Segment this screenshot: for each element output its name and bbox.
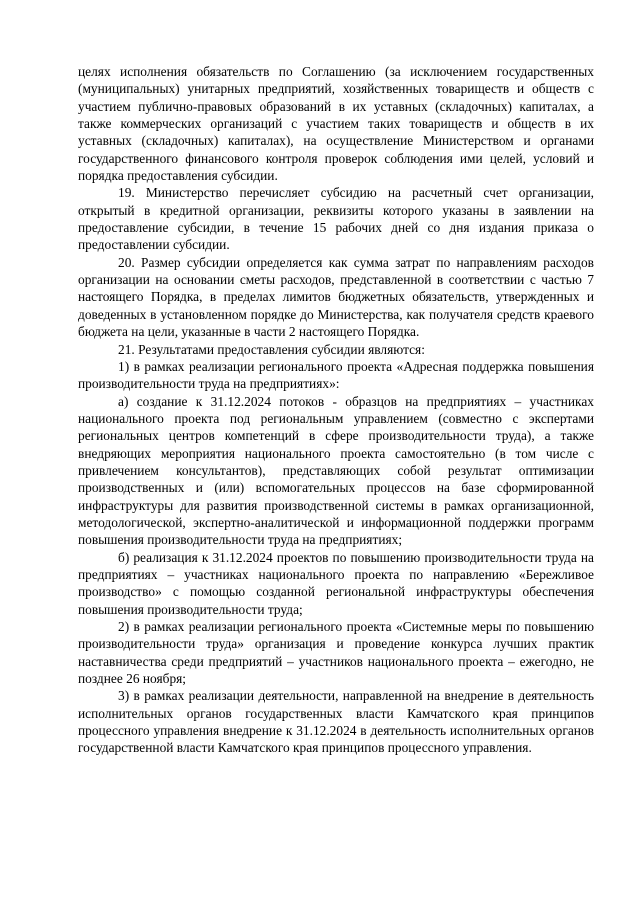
paragraph-subitem-1: 1) в рамках реализации регионального проекта «Адресная поддержка повышения производительности труда на предприятиях»:: [78, 358, 594, 392]
paragraph-item-19: 19. Министерство перечисляет субсидию на расчетный счет организации, открытый в кредитной организации, реквизиты которого указаны в заявлении на предоставление субсидии, в течение 15 рабочих дней со дня издания приказа о предоставлении субсидии.: [78, 185, 594, 253]
paragraph-item-20: 20. Размер субсидии определяется как сумма затрат по направлениям расходов организации на основании сметы расходов, представленной в соответствии с частью 7 настоящего Порядка, в пределах лимитов бюджетных обязательств, утвержденных и доведенных в установленном порядке до Министерства, как получателя средств краевого бюджета на цели, указанные в части 2 настоящего Порядка.: [78, 254, 594, 340]
paragraph-subitem-1a: а) создание к 31.12.2024 потоков - образцов на предприятиях – участниках национального проекта под региональным управлением (совместно с экспертами региональных центров компетенций в сфере производительности труда), а также внедряющих мероприятия национального проекта самостоятельно (в том числе с привлечением консультантов), представляющих собой результат оптимизации производственных и (или) вспомогательных процессов на базе сформированной инфраструктуры для развития производственной системы в рамках организационной, методологической, экспертно-аналитической и информационной поддержки программ повышения производительности труда на предприятиях;: [78, 393, 594, 548]
paragraph-subitem-2: 2) в рамках реализации регионального проекта «Системные меры по повышению производительности труда» организация и проведение конкурса лучших практик наставничества среди предприятий – участников национального проекта – ежегодно, не позднее 26 ноября;: [78, 619, 594, 687]
document-page: [78, 63, 594, 757]
paragraph-item-21: 21. Результатами предоставления субсидии являются:: [118, 341, 425, 357]
paragraph-subitem-3: 3) в рамках реализации деятельности, направленной на внедрение в деятельность исполнительных органов государственных власти Камчатского края принципов процессного управления внедрение к 31.12.2024 в деятельность исполнительных органов государственной власти Камчатского края принципов процессного управления.: [78, 688, 594, 756]
paragraph-continuation: целях исполнения обязательств по Соглашению (за исключением государственных (муниципальных) унитарных предприятий, хозяйственных товариществ и обществ с участием публично-правовых образований в их уставных (складочных) капиталах, а также коммерческих организаций с участием таких товариществ и обществ в их уставных (складочных) капиталах), на осуществление Министерством и органами государственного финансового контроля проверок соблюдения ими целей, условий и порядка предоставления субсидии.: [78, 64, 594, 184]
paragraph-subitem-1b: б) реализация к 31.12.2024 проектов по повышению производительности труда на предприятиях – участниках национального проекта по направлению «Бережливое производство» с помощью созданной региональной инфраструктуры обеспечения повышения производительности труда;: [78, 549, 594, 617]
